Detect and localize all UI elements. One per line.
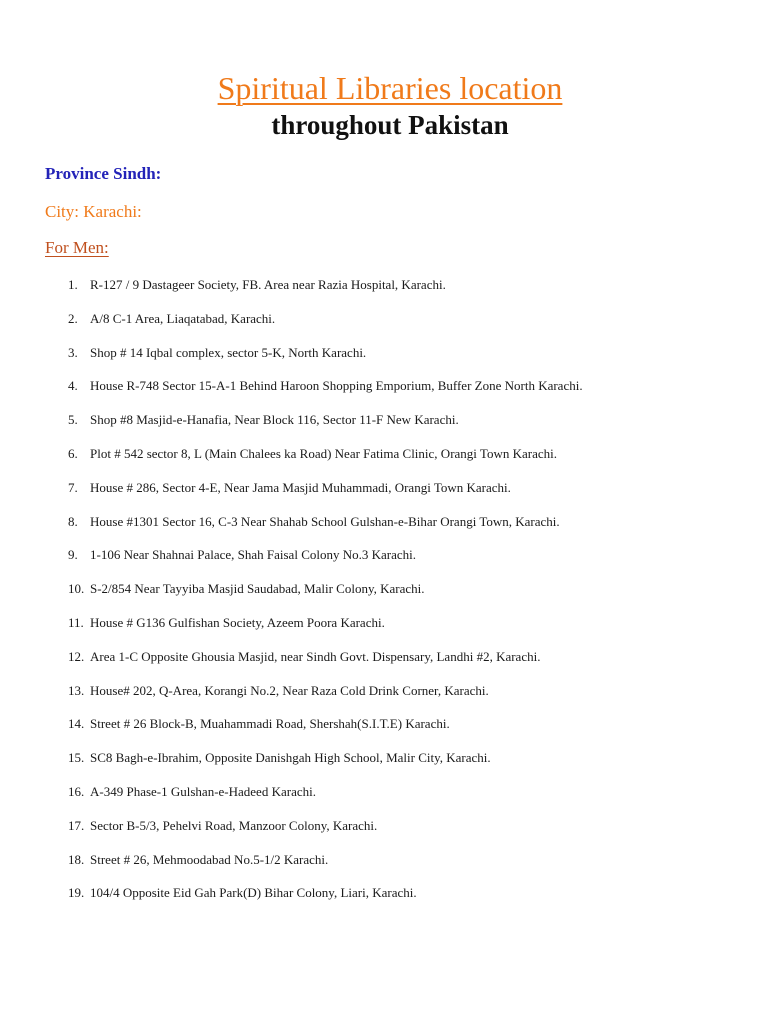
list-item-number: 10. (68, 581, 85, 597)
list-item-number: 5. (68, 412, 78, 428)
page-title: Spiritual Libraries location (217, 70, 563, 106)
page-subtitle: throughout Pakistan (271, 110, 509, 140)
list-item-number: 1. (68, 277, 78, 292)
list-item-address: R-127 / 9 Dastageer Society, FB. Area near Razia Hospital, Karachi. (90, 277, 446, 292)
list-item-address: SC8 Bagh-e-Ibrahim, Opposite Danishgah High School, Malir City, Karachi. (90, 750, 491, 766)
list-item (0, 276, 768, 310)
list-item (0, 377, 768, 411)
list-item (0, 546, 768, 580)
list-item (0, 580, 768, 614)
list-item (0, 344, 768, 378)
list-item-address: House # G136 Gulfishan Society, Azeem Poora Karachi. (90, 614, 385, 630)
list-item (0, 648, 768, 682)
list-item-number: 19. (68, 885, 85, 901)
list-item-address: Street # 26, Mehmoodabad No.5-1/2 Karachi. (90, 851, 329, 867)
list-item-address: Street # 26 Block-B, Muahammadi Road, Shershah(S.I.T.E) Karachi. (90, 716, 450, 732)
list-item-number: 6. (68, 445, 78, 461)
list-item (0, 783, 768, 817)
list-item (0, 682, 768, 716)
list-item-number: 11. (68, 614, 84, 630)
list-item (0, 851, 768, 885)
location-list (0, 276, 768, 918)
list-item-number: 14. (68, 716, 85, 732)
list-item-number: 13. (68, 682, 85, 698)
list-item-address: Shop #8 Masjid-e-Hanafia, Near Block 116, Sector 11-F New Karachi. (90, 412, 459, 428)
list-item (0, 749, 768, 783)
list-item-address: Plot # 542 sector 8, L (Main Chalees ka Road) Near Fatima Clinic, Orangi Town Karachi. (90, 445, 557, 461)
list-item-address: 1-106 Near Shahnai Palace, Shah Faisal Colony No.3 Karachi. (90, 547, 417, 563)
list-item-number: 8. (68, 513, 78, 529)
list-item (0, 513, 768, 547)
list-item-number: 3. (68, 344, 78, 360)
list-item (0, 884, 768, 918)
list-item (0, 445, 768, 479)
list-item-address: A-349 Phase-1 Gulshan-e-Hadeed Karachi. (90, 783, 316, 799)
list-item-address: House # 286, Sector 4-E, Near Jama Masjid Muhammadi, Orangi Town Karachi. (90, 479, 511, 495)
city-heading: City: Karachi: (45, 202, 142, 221)
list-item (0, 614, 768, 648)
list-item-number: 7. (68, 479, 78, 495)
list-item-number: 17. (68, 817, 85, 833)
list-item-number: 18. (68, 851, 85, 867)
list-item-address: A/8 C-1 Area, Liaqatabad, Karachi. (90, 310, 276, 326)
list-item-number: 9. (68, 547, 78, 563)
list-item-address: Shop # 14 Iqbal complex, sector 5-K, North Karachi. (90, 344, 367, 360)
list-item (0, 817, 768, 851)
list-item-address: S-2/854 Near Tayyiba Masjid Saudabad, Malir Colony, Karachi. (90, 581, 425, 597)
list-item-number: 12. (68, 648, 85, 664)
list-item-address: House# 202, Q-Area, Korangi No.2, Near Raza Cold Drink Corner, Karachi. (90, 682, 489, 698)
province-heading: Province Sindh: (45, 164, 162, 183)
list-item-number: 4. (68, 378, 78, 394)
section-heading-men: For Men: (45, 238, 109, 257)
list-item-number: 15. (68, 750, 85, 766)
list-item-number: 2. (68, 310, 78, 326)
list-item-address: 104/4 Opposite Eid Gah Park(D) Bihar Colony, Liari, Karachi. (90, 885, 417, 901)
list-item (0, 715, 768, 749)
list-item-address: Sector B-5/3, Pehelvi Road, Manzoor Colony, Karachi. (90, 817, 378, 833)
list-item-address: House #1301 Sector 16, C-3 Near Shahab School Gulshan-e-Bihar Orangi Town, Karachi. (90, 513, 560, 529)
list-item (0, 411, 768, 445)
list-item-number: 16. (68, 783, 85, 799)
list-item-address: House R-748 Sector 15-A-1 Behind Haroon Shopping Emporium, Buffer Zone North Karachi. (90, 378, 583, 394)
list-item (0, 479, 768, 513)
list-item-address: Area 1-C Opposite Ghousia Masjid, near Sindh Govt. Dispensary, Landhi #2, Karachi. (90, 648, 541, 664)
list-item (0, 310, 768, 344)
